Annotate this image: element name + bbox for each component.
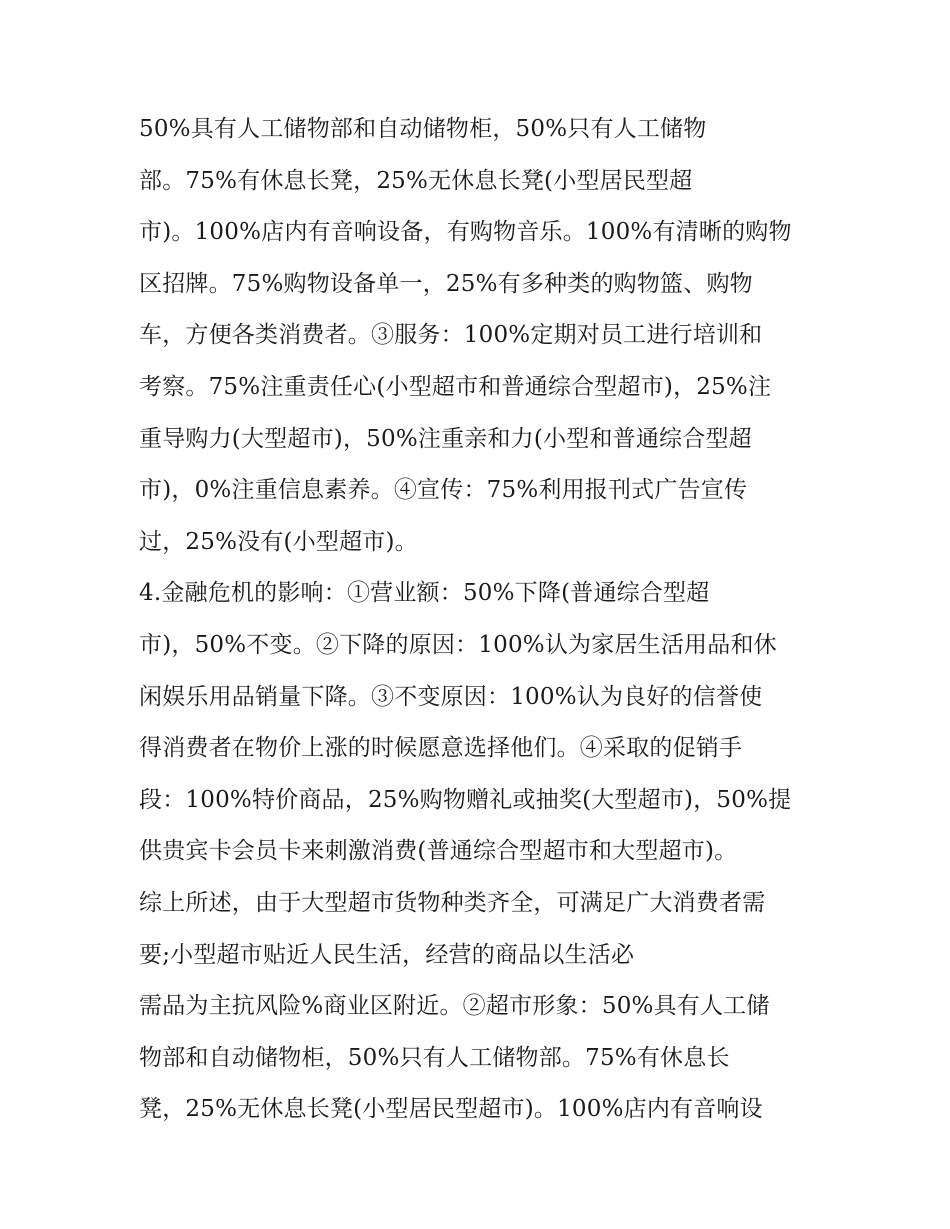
text-line: 要;小型超市贴近人民生活，经营的商品以生活必	[139, 941, 635, 968]
text-line: 4.金融危机的影响：①营业额：50%下降(普通综合型超	[139, 580, 710, 607]
text-line: 需品为主抗风险%商业区附近。②超市形象：50%具有人工储	[139, 993, 770, 1020]
text-line: 综上所述，由于大型超市货物种类齐全，可满足广大消费者需	[139, 889, 766, 916]
text-line: 区招牌。75%购物设备单一，25%有多种类的购物篮、购物	[139, 270, 753, 297]
text-line: 段：100%特价商品，25%购物赠礼或抽奖(大型超市)，50%提	[139, 786, 792, 813]
body-text	[139, 108, 829, 1140]
text-line: 部。75%有休息长凳，25%无休息长凳(小型居民型超	[139, 167, 693, 194]
text-line: 50%具有人工储物部和自动储物柜，50%只有人工储物	[139, 116, 707, 142]
text-line: 闲娱乐用品销量下降。③不变原因：100%认为良好的信誉使	[139, 683, 763, 710]
text-line: 物部和自动储物柜，50%只有人工储物部。75%有休息长	[139, 1044, 730, 1071]
text-line: 市)。100%店内有音响设备，有购物音乐。100%有清晰的购物	[139, 219, 792, 246]
text-line: 市)，0%注重信息素养。④宣传：75%利用报刊式广告宣传	[139, 477, 748, 504]
text-line: 车，方便各类消费者。③服务：100%定期对员工进行培训和	[139, 322, 763, 349]
text-line: 过，25%没有(小型超市)。	[139, 528, 418, 555]
text-line: 凳，25%无休息长凳(小型居民型超市)。100%店内有音响设	[139, 1096, 763, 1123]
text-line: 得消费者在物价上涨的时候愿意选择他们。④采取的促销手	[139, 735, 743, 762]
text-line: 供贵宾卡会员卡来刺激消费(普通综合型超市和大型超市)。	[139, 838, 738, 865]
text-line: 考察。75%注重责任心(小型超市和普通综合型超市)，25%注	[139, 373, 772, 400]
text-line: 重导购力(大型超市)，50%注重亲和力(小型和普通综合型超	[139, 425, 752, 452]
text-line: 市)，50%不变。②下降的原因：100%认为家居生活用品和休	[139, 631, 777, 658]
